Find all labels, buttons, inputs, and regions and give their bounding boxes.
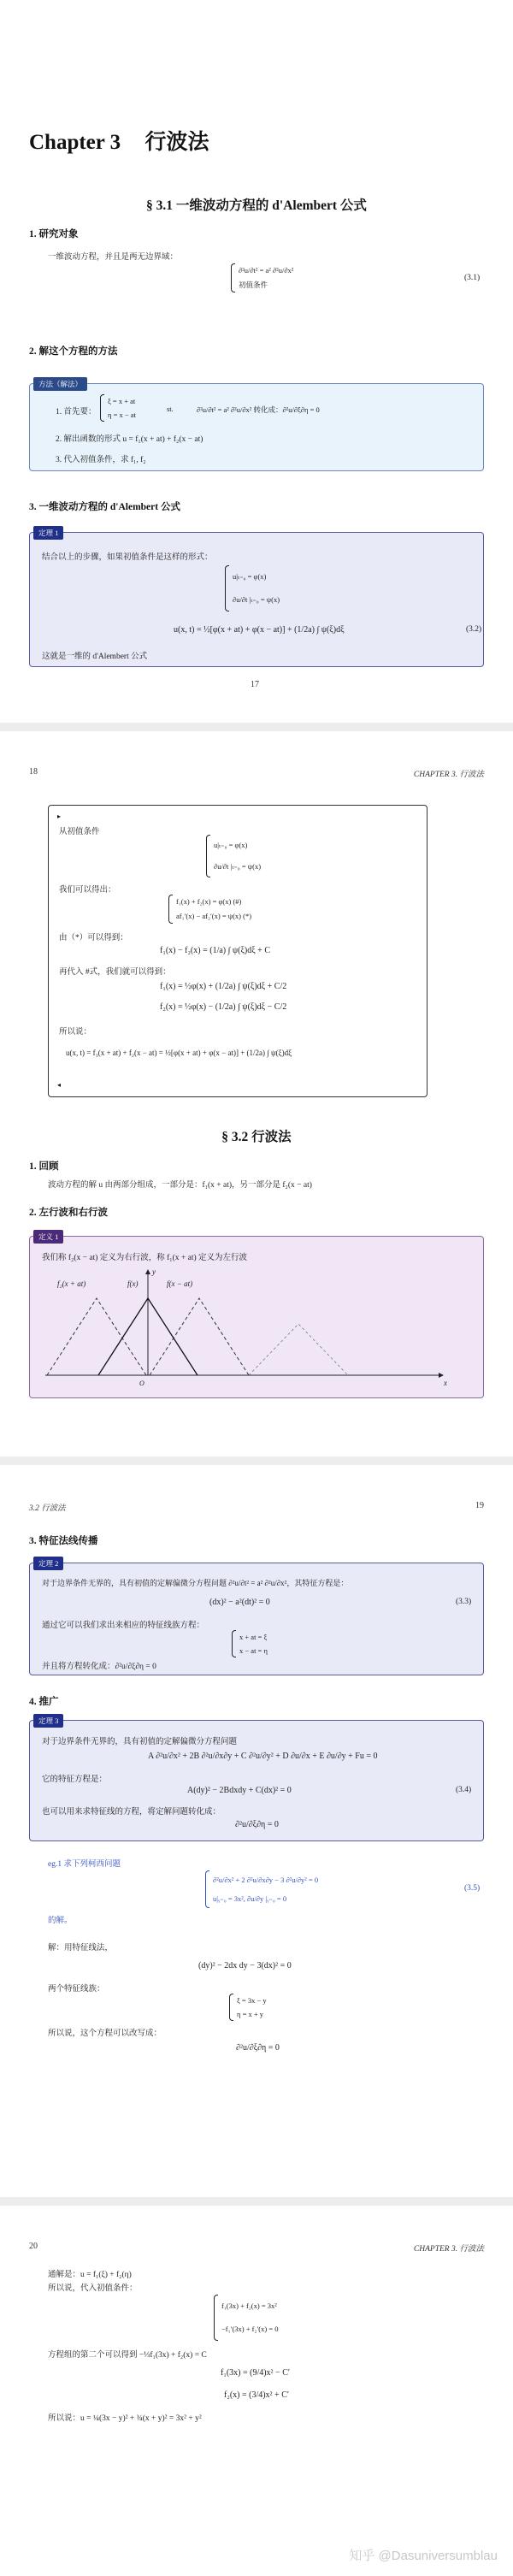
general-characteristic-equation: A(dy)² − 2Bdxdy + C(dx)² = 0	[187, 1786, 292, 1795]
derivation-system-2	[168, 895, 251, 924]
heading-left-right-wave: 2. 左行波和右行波	[29, 1208, 108, 1218]
answer-text-2: 所以说，代入初值条件：	[48, 2284, 138, 2293]
answer-text-1: 通解是：u = f₁(ξ) + f₂(η)	[48, 2271, 132, 2279]
equation-line: f₁(x) + f₂(x) = φ(x) (#)	[176, 897, 242, 906]
equation-line: af₁′(x) − af₂′(x) = ψ(x) (*)	[176, 912, 252, 920]
x-axis-arrow	[439, 1373, 444, 1378]
theorem-1-tag: 定理 1	[33, 526, 63, 540]
equation-number: (3.4)	[456, 1786, 472, 1794]
method-tag: 方法（解法）	[33, 377, 87, 391]
equation-line: u|ᵧ₌₀ = 3x², ∂u/∂y |ᵧ₌₀ = 0	[213, 1894, 287, 1903]
derivation-frame	[48, 805, 428, 1097]
left-wave-curve	[47, 1298, 146, 1375]
running-header: 3.2 行波法	[29, 1504, 66, 1513]
solution-text-2: 两个特征线族：	[48, 1985, 105, 1994]
f-x-label: f(x)	[127, 1279, 139, 1288]
answer-eq-f1: f₁(3x) = (9/4)x² − C′	[221, 2368, 291, 2378]
y-axis-arrow	[145, 1269, 150, 1274]
equation-line: x − at = η	[239, 1645, 268, 1655]
equation-number: (3.2)	[466, 625, 482, 634]
characteristic-equation: (dx)² − a²(dt)² = 0	[209, 1598, 270, 1607]
heading-review: 1. 回顾	[29, 1161, 59, 1172]
x-axis-label: x	[444, 1379, 447, 1387]
triangle-left-icon: ◂	[57, 1081, 62, 1089]
equation-line: η = x + y	[237, 2009, 264, 2018]
equation-line: ξ = 3x − y	[237, 1995, 267, 2005]
theorem-2-text-3: 并且将方程转化成：∂²u/∂ξ∂η = 0	[42, 1663, 156, 1671]
running-header: CHAPTER 3. 行波法	[413, 771, 484, 779]
definition-1-tag: 定义 1	[33, 1230, 63, 1244]
dalembert-formula: u(x, t) = ½[φ(x + at) + φ(x − at)] + (1/2a) ∫ ψ(ξ)dξ	[174, 625, 345, 635]
equation-number: (3.5)	[464, 1884, 481, 1893]
method-step-2: 2. 解出函数的形式 u = f₁(x + at) + f₂(x − at)	[56, 435, 203, 444]
theorem-2-tag: 定理 2	[33, 1557, 63, 1570]
example-1-suffix: 的解。	[48, 1917, 73, 1925]
y-axis-label: y	[152, 1267, 156, 1276]
heading-dalembert: 3. 一维波动方程的 d'Alembert 公式	[29, 502, 180, 512]
equation-line: η = x − at	[108, 410, 136, 419]
derivation-text-5: 所以说：	[59, 1028, 92, 1037]
solution-text-1: 解：用特征线法，	[48, 1944, 114, 1953]
derivation-eq-3: f₁(x) − f₂(x) = (1/a) ∫ ψ(ξ)dξ + C	[160, 946, 270, 955]
chapter-number: Chapter 3	[29, 131, 121, 154]
definition-1-text: 我们称 f₂(x − at) 定义为右行波，称 f₁(x + at) 定义为左行波	[42, 1254, 248, 1262]
theorem-3-text: 对于边界条件无界的，具有初值的定解偏微分方程问题	[42, 1738, 238, 1746]
derivation-text-4: 再代入 #式，我们就可以得到：	[59, 968, 171, 977]
method-box	[29, 380, 484, 471]
derivation-text-1: 从初值条件	[59, 828, 100, 836]
theorem-2-text-2: 通过它可以我们求出来相应的特征线族方程：	[42, 1622, 205, 1630]
heading-characteristic: 3. 特征法线传播	[29, 1536, 98, 1546]
canonical-form: ∂²u/∂ξ∂η = 0	[235, 1820, 279, 1829]
initial-condition-system	[225, 565, 280, 612]
answer-final: 所以说：u = ¼(3x − y)² + ¾(x + y)² = 3x² + y²	[48, 2414, 202, 2423]
left-wave-label: f₂(x + at)	[57, 1279, 86, 1288]
equation-line: ∂u/∂t |ₜ₌₀ = ψ(x)	[214, 862, 262, 871]
theorem-1-box	[29, 529, 484, 667]
example-1-title[interactable]: eg.1 求下列柯西问题	[48, 1860, 121, 1869]
triangle-right-icon: ▸	[57, 812, 62, 820]
theorem-3-text-3: 也可以用来求特征线的方程，将定解问题转化成：	[42, 1808, 221, 1817]
review-text: 波动方程的解 u 由两部分组成，一部分是：f₁(x + at)，另一部分是 f₂(x − at)	[48, 1181, 312, 1190]
page-3	[0, 1465, 513, 2197]
right-wave-label: f(x − at)	[167, 1279, 193, 1288]
chapter-name: 行波法	[144, 131, 209, 154]
derivation-eq-4a: f₁(x) = ½φ(x) + (1/2a) ∫ ψ(ξ)dξ + C/2	[160, 982, 287, 991]
heading-generalization: 4. 推广	[29, 1697, 59, 1707]
page-number: 17	[251, 680, 259, 689]
cauchy-problem-system	[205, 1870, 318, 1908]
heading-method: 2. 解这个方程的方法	[29, 346, 118, 357]
equation-line: ∂²u/∂x² + 2 ∂²u/∂x∂y − 3 ∂²u/∂y² = 0	[213, 1875, 319, 1884]
theorem-3-tag: 定理 3	[33, 1714, 63, 1728]
theorem-3-box	[29, 1716, 484, 1841]
answer-eq-f2: f₂(x) = (3/4)x² + C′	[224, 2390, 290, 2400]
solution-eq-1: (dy)² − 2dx dy − 3(dx)² = 0	[198, 1961, 292, 1970]
equation-line: f₁(3x) + f₂(x) = 3x²	[221, 2301, 277, 2310]
watermark: 知乎 @Dasuniversumblau	[349, 2549, 498, 2563]
page-number: 19	[475, 1501, 484, 1510]
derivation-text-3: 由（*）可以得到：	[59, 934, 128, 942]
theorem-3-text-2: 它的特征方程是：	[42, 1775, 108, 1784]
derivation-text-2: 我们可以得出：	[59, 886, 116, 895]
page-number: 18	[29, 767, 38, 777]
equation-line: u|ₜ₌₀ = φ(x)	[214, 841, 248, 849]
page-4	[0, 2206, 513, 2576]
method-step-1: 1. 首先要：	[56, 408, 97, 417]
substitution-system	[100, 394, 136, 422]
equation-line: u|ₜ₌₀ = φ(x)	[233, 572, 267, 581]
answer-text-3: 方程组的第二个可以得到 −⅓f₁(3x) + f₂(x) = C	[48, 2351, 207, 2360]
transform-equation: ∂²u/∂t² = a² ∂²u/∂x² 转化成：∂²u/∂ξ∂η = 0	[197, 405, 320, 414]
running-header: CHAPTER 3. 行波法	[413, 2245, 484, 2254]
equation-line: −f₁′(3x) + f₂′(x) = 0	[221, 2325, 279, 2333]
system-3-1	[231, 263, 293, 292]
derivation-final-formula: u(x, t) = f₁(x + at) + f₂(x − at) = ½[φ(x + at) + φ(x − at)] + (1/2a) ∫ ψ(ξ)dξ	[66, 1049, 292, 1057]
equation-line: 初值条件	[239, 281, 268, 289]
derivation-eq-4b: f₂(x) = ½φ(x) − (1/2a) ∫ ψ(ξ)dξ − C/2	[160, 1002, 287, 1012]
theorem-2-text: 对于边界条件无界的，具有初值的定解偏微分方程问题 ∂²u/∂t² = a² ∂²u/∂x²，其特征方程是：	[42, 1579, 349, 1587]
section-3-2-title: § 3.2 行波法	[221, 1130, 292, 1144]
text-wave-equation-intro: 一维波动方程，并且是两无边界域：	[48, 253, 179, 262]
page-number: 20	[29, 2242, 38, 2251]
far-right-wave-curve	[249, 1324, 348, 1375]
chapter-title	[29, 125, 209, 156]
equation-line: ξ = x + at	[108, 396, 136, 405]
theorem-1-conclusion: 这就是一维的 d'Alembert 公式	[42, 653, 148, 661]
method-step-3: 3. 代入初值条件，求 f₁, f₂	[56, 456, 146, 464]
heading-research-object: 1. 研究对象	[29, 229, 79, 239]
solution-characteristic-lines	[229, 1994, 267, 2021]
right-wave-curve	[150, 1298, 249, 1375]
theorem-1-text: 结合以上的步骤，如果初值条件是这样的形式：	[42, 553, 213, 562]
equation-line: ∂²u/∂t² = a² ∂²u/∂x²	[239, 266, 294, 275]
equation-line: x + at = ξ	[239, 1632, 268, 1641]
answer-system	[214, 2295, 279, 2341]
page-1	[0, 0, 513, 723]
equation-number: (3.1)	[464, 274, 481, 282]
solution-text-3: 所以说，这个方程可以改写成：	[48, 2029, 162, 2038]
section-3-1-title: § 3.1 一维波动方程的 d'Alembert 公式	[146, 198, 367, 213]
derivation-system-1	[206, 835, 261, 877]
theorem-2-box	[29, 1559, 484, 1675]
equation-line: ∂u/∂t |ₜ₌₀ = ψ(x)	[233, 595, 280, 604]
equation-number: (3.3)	[456, 1598, 472, 1606]
origin-label: O	[139, 1380, 144, 1387]
traveling-wave-figure	[38, 1266, 475, 1391]
characteristic-lines	[232, 1630, 268, 1657]
general-pde: A ∂²u/∂x² + 2B ∂²u/∂x∂y + C ∂²u/∂y² + D ∂u/∂x + E ∂u/∂y + Fu = 0	[148, 1752, 378, 1761]
st-label: st.	[167, 405, 174, 413]
solution-canonical: ∂²u/∂ξ∂η = 0	[236, 2043, 280, 2053]
definition-1-box	[29, 1232, 484, 1398]
page-2	[0, 731, 513, 1456]
